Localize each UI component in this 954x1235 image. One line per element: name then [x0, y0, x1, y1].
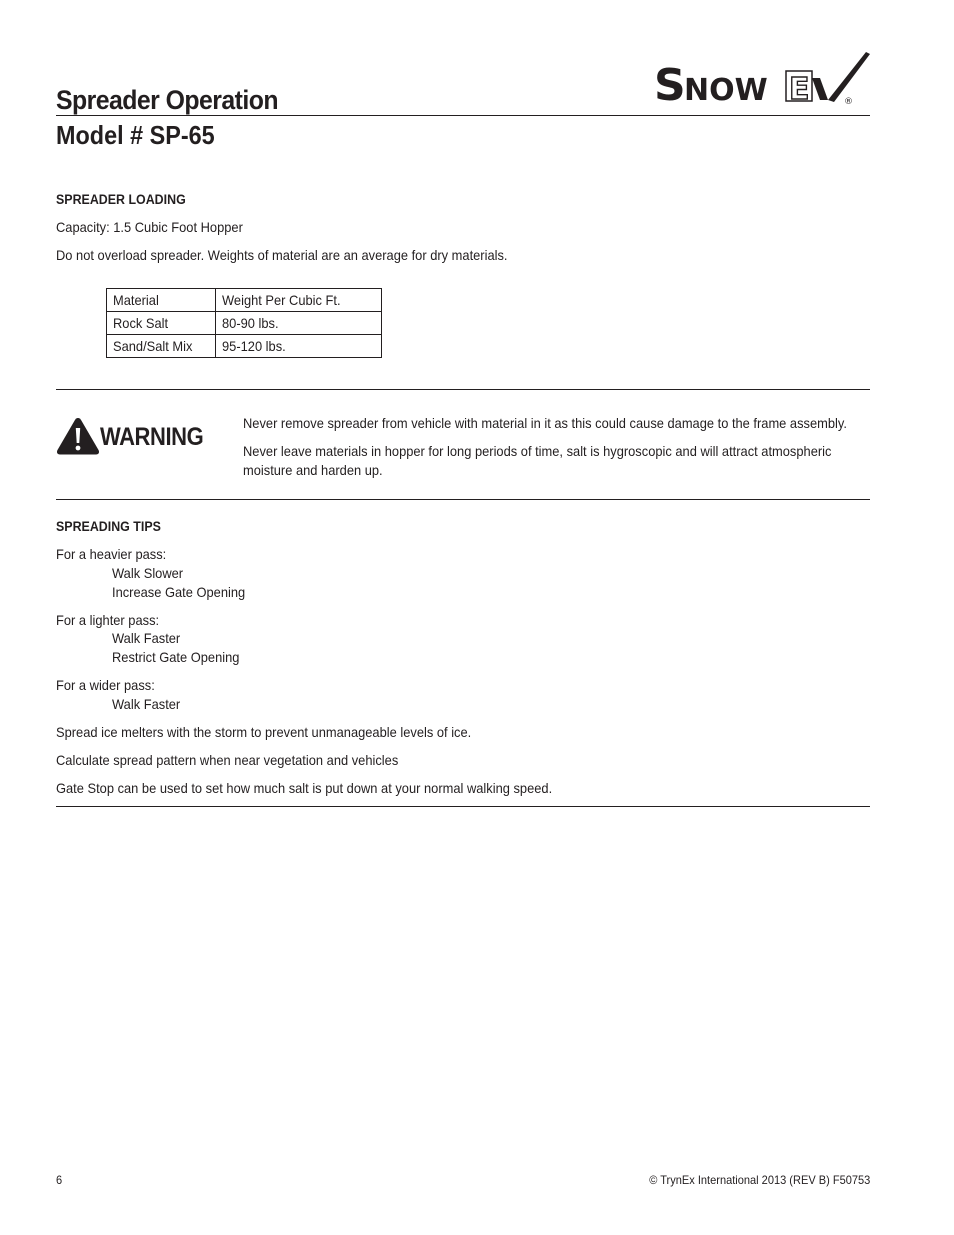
list-item: Increase Gate Opening	[112, 584, 246, 600]
spreading-tips-heading: SPREADING TIPS	[56, 519, 161, 534]
logo-registered: ®	[844, 97, 853, 107]
table-cell: 95-120 lbs.	[222, 338, 286, 354]
logo-now: NOW	[684, 73, 768, 108]
page-number: 6	[56, 1173, 63, 1187]
table-cell: Rock Salt	[113, 315, 169, 331]
warning-text-2-cont: moisture and harden up.	[243, 462, 383, 478]
warning-bottom-divider	[56, 499, 870, 500]
list-item: Walk Faster	[112, 696, 181, 712]
list-item: Restrict Gate Opening	[112, 649, 240, 665]
heavier-pass-label: For a heavier pass:	[56, 546, 167, 562]
list-item: Walk Slower	[112, 565, 184, 581]
page-title: Spreader Operation	[56, 85, 278, 115]
logo-checkmark-icon	[828, 52, 870, 102]
tips-bottom-divider	[56, 806, 870, 807]
tip-text: Spread ice melters with the storm to prevent unmanageable levels of ice.	[56, 724, 472, 740]
overload-note: Do not overload spreader. Weights of material are an average for dry materials.	[56, 247, 508, 263]
header-divider	[56, 115, 870, 116]
warning-text-2: Never leave materials in hopper for long periods of time, salt is hygroscopic and will attract atmospheric	[243, 443, 832, 459]
warning-top-divider	[56, 389, 870, 390]
wider-pass-label: For a wider pass:	[56, 677, 155, 693]
table-header-material: Material	[113, 292, 159, 308]
logo-s: S	[654, 60, 686, 111]
table-row	[107, 335, 382, 358]
lighter-pass-label: For a lighter pass:	[56, 612, 160, 628]
table-header-weight: Weight Per Cubic Ft.	[222, 292, 341, 308]
model-number: Model # SP-65	[56, 120, 215, 150]
spreader-loading-heading: SPREADER LOADING	[56, 192, 186, 207]
table-cell: 80-90 lbs.	[222, 315, 279, 331]
table-row	[107, 312, 382, 335]
table-cell: Sand/Salt Mix	[113, 338, 193, 354]
list-item: Walk Faster	[112, 630, 181, 646]
copyright-text: © TrynEx International 2013 (REV B) F50753	[648, 1173, 870, 1187]
tip-text: Calculate spread pattern when near vegetation and vehicles	[56, 752, 399, 768]
tip-text: Gate Stop can be used to set how much salt is put down at your normal walking speed.	[56, 780, 553, 796]
capacity-text: Capacity: 1.5 Cubic Foot Hopper	[56, 219, 243, 235]
warning-text-1: Never remove spreader from vehicle with material in it as this could cause damage to the frame assembly.	[243, 415, 847, 431]
snowex-logo	[652, 48, 872, 112]
warning-triangle-icon	[56, 416, 100, 456]
table-header-row	[107, 289, 382, 312]
logo-e: E	[789, 72, 810, 107]
material-weight-table	[106, 288, 382, 358]
warning-label: WARNING	[100, 423, 204, 451]
